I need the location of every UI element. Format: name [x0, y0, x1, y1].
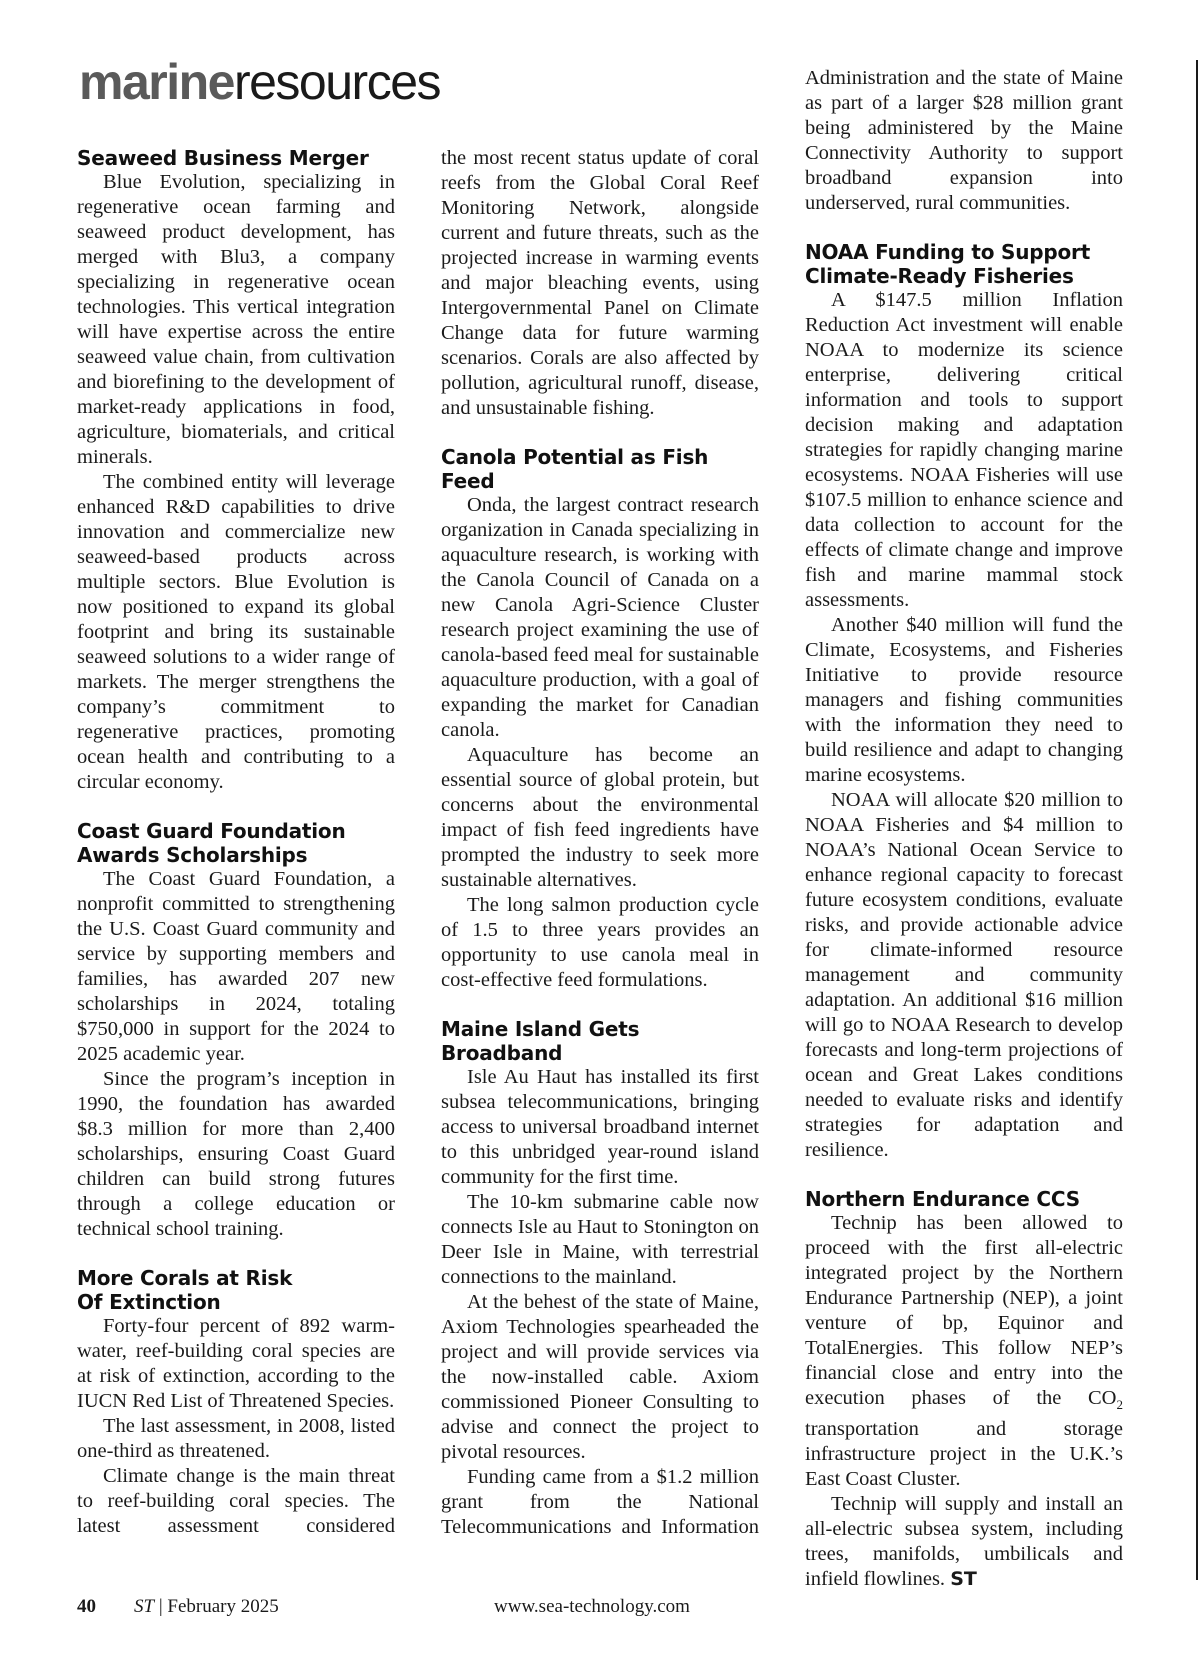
- paragraph-text-before-subscript: Technip has been allowed to proceed with the first all-electric integrated project by the Northern Endurance Partnership (NEP), a joint venture of bp, Equinor and TotalEnergies. This follow NEP’s financial close and entry into the execution phases of the CO: [805, 1212, 1123, 1409]
- article-paragraph: The Coast Guard Foundation, a nonprofit committed to strengthening the U.S. Coast Guard community and service by supporting members and families, has awarded 207 new scholarships in 2024, totaling $750,000 in support for the 2024 to 2025 academic year.: [77, 868, 395, 1065]
- article-paragraph: Climate change is the main threat to reef-building coral species. The latest assessment considered: [77, 1465, 395, 1537]
- article-maine-island-broadband: [441, 1017, 759, 1540]
- article-headline: Canola Potential as Fish Feed: [441, 445, 709, 493]
- article-maine-island-broadband-continued: [805, 66, 1123, 216]
- article-headline: Maine Island Gets Broadband: [441, 1017, 640, 1065]
- article-coast-guard-scholarships: [77, 819, 395, 1242]
- headline-line-1: NOAA Funding to Support: [805, 240, 1091, 264]
- paragraph-text-after-subscript: transportation and storage infrastructure project in the U.K.’s East Coast Cluster.: [805, 1418, 1123, 1491]
- headline-line-2: Awards Scholarships: [77, 843, 308, 867]
- article-paragraph: Since the program’s inception in 1990, the foundation has awarded $8.3 million for more than 2,400 scholarships, ensuring Coast Guard children can build strong futures through a college education or technical school training.: [77, 1068, 395, 1240]
- issue-info: [134, 1596, 279, 1618]
- headline-line-1: More Corals at Risk: [77, 1266, 293, 1290]
- headline-line-2: Climate-Ready Fisheries: [805, 264, 1074, 288]
- page-number: 40: [77, 1596, 96, 1617]
- co2-subscript: 2: [1116, 1397, 1123, 1413]
- article-paragraph: A $147.5 million Inflation Reduction Act investment will enable NOAA to modernize its science enterprise, delivering critical information and tools to support decision making and adaptation strategies for rapidly changing marine ecosystems. NOAA Fisheries will use $107.5 million to enhance science and data collection to account for the effects of climate change and improve fish and marine mammal stock assessments.: [805, 289, 1123, 611]
- article-paragraph: Aquaculture has become an essential source of global protein, but concerns about the environmental impact of fish feed ingredients have prompted the industry to seek more sustainable alternatives.: [441, 744, 759, 891]
- right-edge-rule: [1196, 60, 1198, 1580]
- article-seaweed-business-merger: [77, 146, 395, 795]
- article-corals-at-risk-continued: [441, 146, 759, 421]
- article-paragraph-continued: Administration and the state of Maine as part of a larger $28 million grant being administered by the Maine Connectivity Authority to support broadband expansion into underserved, rural communities.: [805, 67, 1123, 214]
- article-paragraph: [805, 1211, 1123, 1492]
- publication-abbrev: ST: [134, 1596, 155, 1617]
- paragraph-text: Technip will supply and install an all-electric subsea system, including trees, manifolds, umbilicals and infield flowlines.: [805, 1493, 1123, 1591]
- article-corals-at-risk: [77, 1266, 395, 1539]
- article-paragraph-continued: the most recent status update of coral reefs from the Global Coral Reef Monitoring Network, alongside current and future threats, such as the projected increase in warming events and major bleaching events, using Intergovernmental Panel on Climate Change data for future warming scenarios. Corals are also affected by pollution, agricultural runoff, disease, and unsustainable fishing.: [441, 147, 759, 419]
- article-paragraph: The last assessment, in 2008, listed one-third as threatened.: [77, 1415, 395, 1462]
- website-url: www.sea-technology.com: [494, 1596, 690, 1617]
- article-paragraph: [805, 1492, 1123, 1592]
- page-footer: [77, 1596, 1077, 1622]
- article-paragraph: Funding came from a $1.2 million grant from the National Telecommunications and Information: [441, 1466, 759, 1538]
- column-2: [441, 146, 759, 1540]
- article-headline: [77, 819, 395, 867]
- article-paragraph: The combined entity will leverage enhanced R&D capabilities to drive innovation and commercialize new seaweed-based products across multiple sectors. Blue Evolution is now positioned to expand its global footprint and bring its sustainable seaweed solutions to a wider range of markets. The merger strengthens the company’s commitment to regenerative practices, promoting ocean health and contributing to a circular economy.: [77, 471, 395, 793]
- headline-line-1: Coast Guard Foundation: [77, 819, 346, 843]
- article-headline: [77, 1266, 395, 1314]
- end-of-article-mark: ST: [950, 1568, 977, 1591]
- masthead-resources: resources: [233, 54, 440, 110]
- article-noaa-climate-ready-fisheries: [805, 240, 1123, 1163]
- article-paragraph: Blue Evolution, specializing in regenerative ocean farming and seaweed product development, has merged with Blu3, a company specializing in regenerative ocean technologies. This vertical integration will have expertise across the entire seaweed value chain, from cultivation and biorefining to the development of market-ready applications in food, agriculture, biomaterials, and critical minerals.: [77, 171, 395, 468]
- article-northern-endurance-ccs: [805, 1187, 1123, 1592]
- column-1: [77, 146, 395, 1539]
- article-paragraph: Another $40 million will fund the Climate, Ecosystems, and Fisheries Initiative to provide resource managers and fishing communities with the information they need to build resilience and adapt to changing marine ecosystems.: [805, 614, 1123, 786]
- headline-line-2: Of Extinction: [77, 1290, 221, 1314]
- article-headline: Northern Endurance CCS: [805, 1187, 1080, 1211]
- article-paragraph: At the behest of the state of Maine, Axiom Technologies spearheaded the project and will provide services via the now-installed cable. Axiom commissioned Pioneer Consulting to advise and connect the project to pivotal resources.: [441, 1291, 759, 1463]
- section-masthead: [79, 52, 440, 112]
- article-paragraph: Isle Au Haut has installed its first subsea telecommunications, bringing access to universal broadband internet to this unbridged year-round island community for the first time.: [441, 1066, 759, 1188]
- article-paragraph: The 10-km submarine cable now connects Isle au Haut to Stonington on Deer Isle in Maine, with terrestrial connections to the mainland.: [441, 1191, 759, 1288]
- column-3: [805, 66, 1123, 1592]
- masthead-marine: marine: [79, 54, 234, 110]
- article-paragraph: The long salmon production cycle of 1.5 to three years provides an opportunity to use canola meal in cost-effective feed formulations.: [441, 894, 759, 991]
- article-paragraph: NOAA will allocate $20 million to NOAA Fisheries and $4 million to NOAA’s National Ocean Service to enhance regional capacity to forecast future ecosystem conditions, evaluate risks, and provide actionable advice for climate-informed resource management and community adaptation. An additional $16 million will go to NOAA Research to develop forecasts and long-term projections of ocean and Great Lakes conditions needed to evaluate risks and identify strategies for adaptation and resilience.: [805, 789, 1123, 1161]
- article-canola-fish-feed: [441, 445, 759, 993]
- issue-date: | February 2025: [154, 1596, 279, 1617]
- article-headline: Seaweed Business Merger: [77, 146, 369, 170]
- article-paragraph: Forty-four percent of 892 warm-water, reef-building coral species are at risk of extinction, according to the IUCN Red List of Threatened Species.: [77, 1315, 395, 1412]
- article-paragraph: Onda, the largest contract research organization in Canada specializing in aquaculture research, is working with the Canola Council of Canada on a new Canola Agri-Science Cluster research project examining the use of canola-based feed meal for sustainable aquaculture production, with a goal of expanding the market for Canadian canola.: [441, 494, 759, 741]
- article-headline: [805, 240, 1123, 288]
